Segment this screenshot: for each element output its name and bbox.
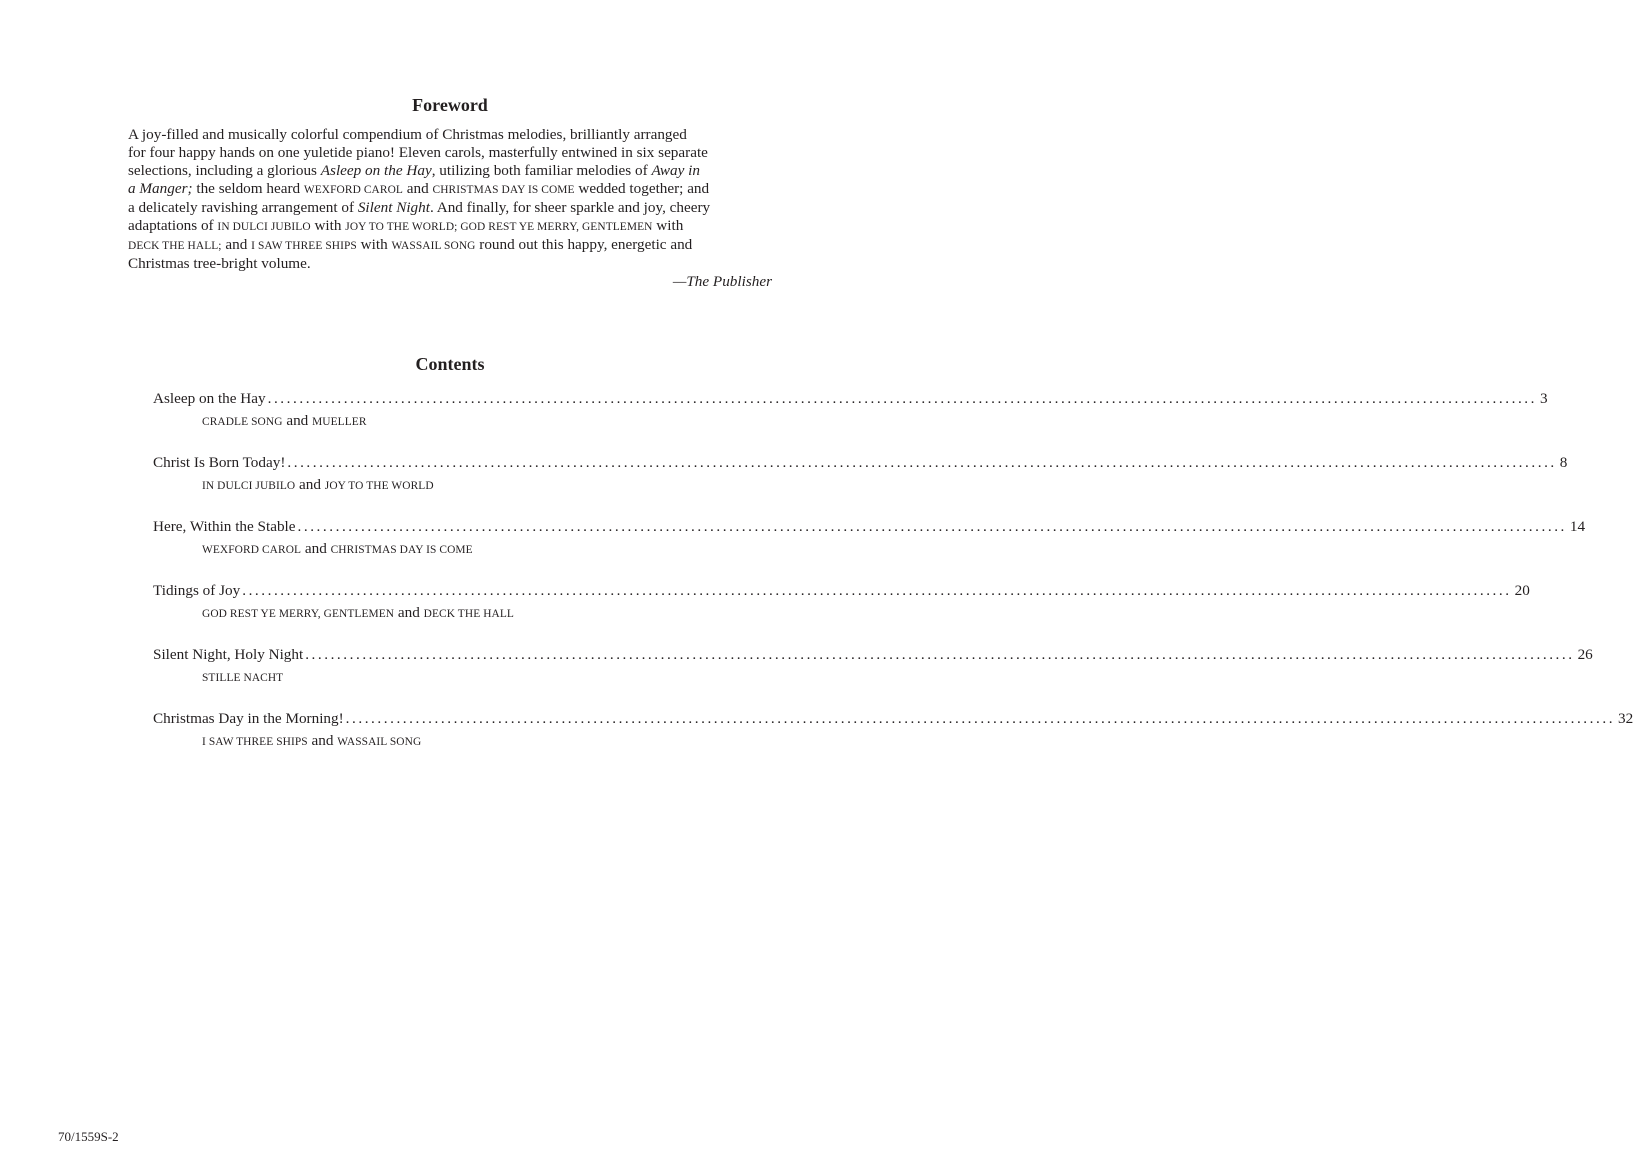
text-run: wedded together; and bbox=[574, 180, 710, 197]
toc-title: Christ Is Born Today! bbox=[153, 454, 286, 471]
toc-subtitle bbox=[202, 668, 748, 687]
italic-title: Asleep on the Hay bbox=[320, 162, 432, 179]
toc-title: Here, Within the Stable bbox=[153, 518, 296, 535]
carol-name: DECK THE HALL bbox=[423, 608, 514, 620]
table-of-contents bbox=[153, 390, 1633, 774]
italic-title: Away in bbox=[651, 162, 700, 179]
toc-subtitle bbox=[202, 604, 748, 623]
foreword-line bbox=[128, 255, 774, 273]
text-run: round out this happy, energetic and bbox=[475, 236, 693, 253]
carol-name: STILLE NACHT bbox=[202, 672, 284, 684]
toc-title: Silent Night, Holy Night bbox=[153, 646, 304, 663]
text-run: A joy-filled and musically colorful compendium of Christmas melodies, brilliantly arranged bbox=[128, 126, 687, 143]
text-run: with bbox=[310, 217, 346, 234]
toc-line bbox=[153, 582, 1530, 600]
footer-code: 70/1559S-2 bbox=[58, 1129, 119, 1144]
carol-name: DECK THE HALL; bbox=[128, 240, 222, 252]
toc-line bbox=[153, 454, 1568, 472]
carol-name: I SAW THREE SHIPS bbox=[251, 240, 357, 252]
toc-line bbox=[153, 646, 1593, 664]
toc-page-number: 14 bbox=[1569, 518, 1586, 535]
carol-name: WEXFORD CAROL bbox=[202, 544, 302, 556]
toc-entry bbox=[153, 710, 1633, 774]
foreword-line bbox=[128, 162, 774, 180]
text-run: a delicately ravishing arrangement of bbox=[128, 199, 358, 216]
toc-entry bbox=[153, 646, 1593, 710]
text-run: . And finally, for sheer sparkle and joy, cheery bbox=[429, 199, 711, 216]
italic-title: Silent Night bbox=[357, 199, 430, 216]
foreword-title: Foreword bbox=[412, 95, 488, 115]
toc-dot-leader: ........................................................................................................................................................................................................ bbox=[242, 582, 1512, 599]
text-run: and bbox=[394, 604, 424, 621]
toc-subtitle bbox=[202, 412, 748, 431]
toc-line bbox=[153, 518, 1586, 536]
toc-page-number: 32 bbox=[1618, 710, 1633, 727]
foreword-line bbox=[128, 199, 774, 217]
foreword-line bbox=[128, 144, 774, 162]
toc-entry bbox=[153, 454, 1568, 518]
foreword-body bbox=[128, 126, 774, 273]
toc-dot-leader: ........................................................................................................................................................................................................ bbox=[345, 710, 1616, 727]
text-run: selections, including a glorious bbox=[128, 162, 321, 179]
carol-name: WASSAIL SONG bbox=[391, 240, 476, 252]
carol-name: CHRISTMAS DAY IS COME bbox=[432, 184, 575, 196]
toc-dot-leader: ........................................................................................................................................................................................................ bbox=[287, 454, 1557, 471]
toc-subtitle bbox=[202, 476, 748, 495]
toc-dot-leader: ........................................................................................................................................................................................................ bbox=[267, 390, 1537, 407]
text-run: and bbox=[307, 732, 338, 749]
foreword-signature: —The Publisher bbox=[672, 273, 772, 290]
toc-title: Tidings of Joy bbox=[153, 582, 241, 599]
carol-name: IN DULCI JUBILO bbox=[217, 221, 311, 233]
toc-page-number: 3 bbox=[1539, 390, 1548, 407]
carol-name: IN DULCI JUBILO bbox=[202, 480, 296, 492]
text-run: and bbox=[402, 180, 433, 197]
italic-title: a Manger; bbox=[128, 180, 193, 197]
text-run: with bbox=[652, 217, 684, 234]
carol-name: CRADLE SONG bbox=[202, 416, 283, 428]
toc-line bbox=[153, 390, 1548, 408]
carol-name: GOD REST YE MERRY, GENTLEMEN bbox=[202, 608, 395, 620]
text-run: and bbox=[295, 476, 325, 493]
toc-entry bbox=[153, 582, 1530, 646]
text-run: the seldom heard bbox=[192, 180, 304, 197]
contents-title: Contents bbox=[415, 354, 485, 374]
text-run: , utilizing both familiar melodies of bbox=[431, 162, 652, 179]
text-run: adaptations of bbox=[128, 217, 218, 234]
toc-subtitle bbox=[202, 732, 748, 751]
foreword-line bbox=[128, 180, 774, 199]
carol-name: JOY TO THE WORLD bbox=[324, 480, 434, 492]
toc-title: Christmas Day in the Morning! bbox=[153, 710, 344, 727]
foreword-line bbox=[128, 217, 774, 236]
toc-entry bbox=[153, 518, 1586, 582]
foreword-line bbox=[128, 236, 774, 255]
text-run: and bbox=[282, 412, 313, 429]
carol-name: MUELLER bbox=[312, 416, 367, 428]
toc-dot-leader: ........................................................................................................................................................................................................ bbox=[305, 646, 1575, 663]
toc-entry bbox=[153, 390, 1548, 454]
text-run: and bbox=[221, 236, 252, 253]
toc-title: Asleep on the Hay bbox=[153, 390, 266, 407]
carol-name: JOY TO THE WORLD; GOD REST YE MERRY, GENTLEMEN bbox=[345, 221, 653, 233]
toc-page-number: 20 bbox=[1514, 582, 1530, 599]
toc-line bbox=[153, 710, 1633, 728]
carol-name: WEXFORD CAROL bbox=[303, 184, 403, 196]
text-run: and bbox=[301, 540, 331, 557]
carol-name: I SAW THREE SHIPS bbox=[202, 736, 308, 748]
text-run: Christmas tree-bright volume. bbox=[128, 255, 311, 272]
carol-name: WASSAIL SONG bbox=[337, 736, 422, 748]
toc-dot-leader: ........................................................................................................................................................................................................ bbox=[297, 518, 1567, 535]
text-run: for four happy hands on one yuletide piano! Eleven carols, masterfully entwined in six separate bbox=[128, 144, 708, 161]
carol-name: CHRISTMAS DAY IS COME bbox=[330, 544, 473, 556]
toc-subtitle bbox=[202, 540, 748, 559]
foreword-line bbox=[128, 126, 774, 144]
text-run: with bbox=[356, 236, 392, 253]
toc-page-number: 8 bbox=[1559, 454, 1568, 471]
toc-page-number: 26 bbox=[1577, 646, 1593, 663]
